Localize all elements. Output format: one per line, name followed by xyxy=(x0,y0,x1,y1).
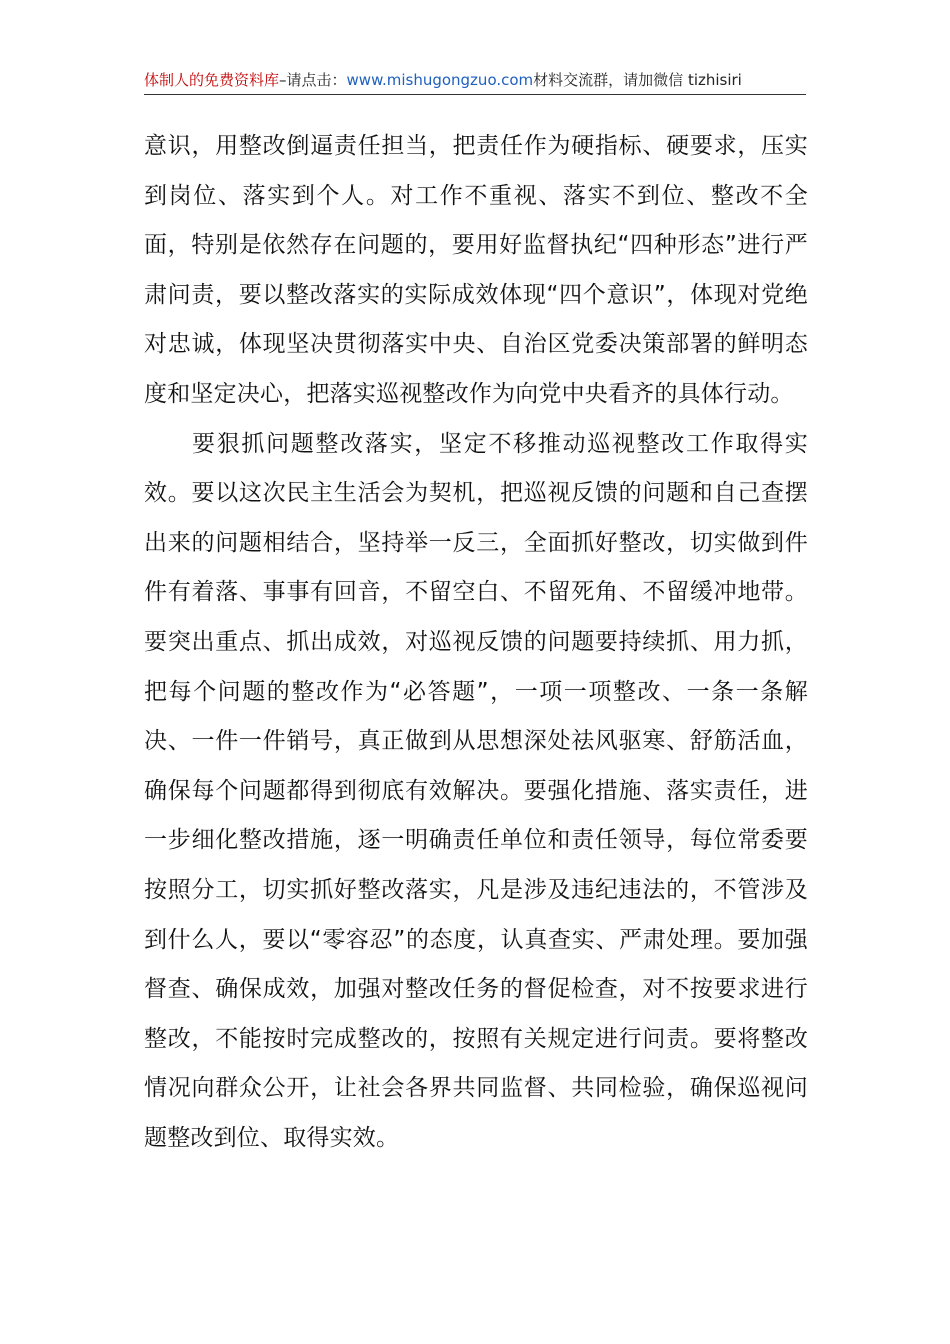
header-contact: 材料交流群，请加微信 tizhisiri xyxy=(533,71,742,89)
header-prompt: –请点击： xyxy=(279,71,347,89)
page-header xyxy=(144,68,806,95)
paragraph-continued: 意识，用整改倒逼责任担当，把责任作为硬指标、硬要求，压实到岗位、落实到个人。对工作不重视、落实不到位、整改不全面，特别是依然存在问题的，要用好监督执纪“四种形态”进行严肃问责，要以整改落实的实际成效体现“四个意识”，体现对党绝对忠诚，体现坚决贯彻落实中央、自治区党委决策部署的鲜明态度和坚定决心，把落实巡视整改作为向党中央看齐的具体行动。 xyxy=(144,133,808,407)
header-brand: 体制人的免费资料库 xyxy=(144,71,280,89)
document-body xyxy=(144,122,808,1163)
paragraph: 要狠抓问题整改落实，坚定不移推动巡视整改工作取得实效。要以这次民主生活会为契机，把巡视反馈的问题和自己查摆出来的问题相结合，坚持举一反三，全面抓好整改，切实做到件件有着落、事事有回音，不留空白、不留死角、不留缓冲地带。要突出重点、抓出成效，对巡视反馈的问题要持续抓、用力抓，把每个问题的整改作为“必答题”，一项一项整改、一条一条解决、一件一件销号，真正做到从思想深处祛风驱寒、舒筋活血，确保每个问题都得到彻底有效解决。要强化措施、落实责任，进一步细化整改措施，逐一明确责任单位和责任领导，每位常委要按照分工，切实抓好整改落实，凡是涉及违纪违法的，不管涉及到什么人，要以“零容忍”的态度，认真查实、严肃处理。要加强督查、确保成效，加强对整改任务的督促检查，对不按要求进行整改，不能按时完成整改的，按照有关规定进行问责。要将整改情况向群众公开，让社会各界共同监督、共同检验，确保巡视问题整改到位、取得实效。 xyxy=(144,430,808,1151)
header-link[interactable]: www.mishugongzuo.com xyxy=(346,71,534,89)
